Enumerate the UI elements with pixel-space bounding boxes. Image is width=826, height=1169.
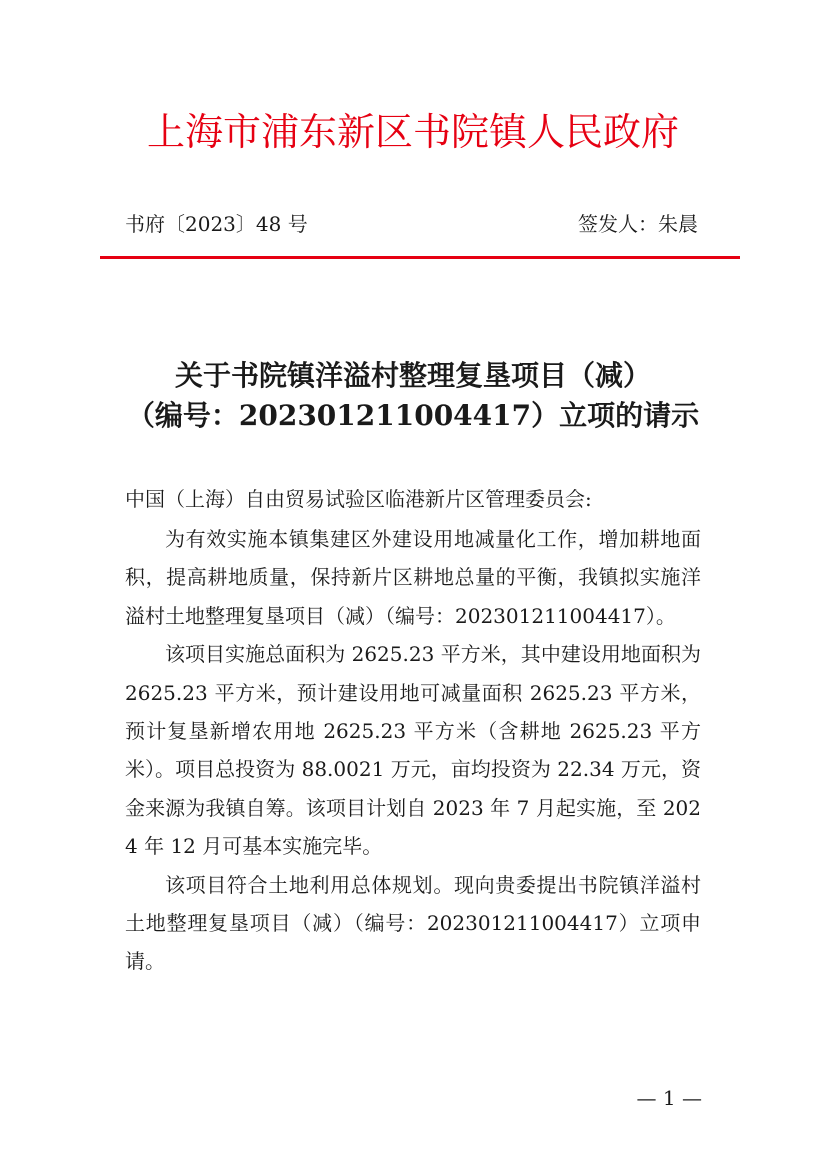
addressee: 中国（上海）自由贸易试验区临港新片区管理委员会: (125, 487, 592, 511)
paragraph-request: 该项目符合土地利用总体规划。现向贵委提出书院镇洋溢村土地整理复垦项目（减）（编号：202301211004417）立项申请。 (125, 872, 701, 974)
issuer-signature: 签发人：朱晨 (578, 212, 698, 236)
body-text (125, 520, 701, 981)
issuing-authority-title: 上海市浦东新区书院镇人民政府 (146, 110, 679, 154)
paragraph-details: 该项目实施总面积为 2625.23 平方米，其中建设用地面积为 2625.23 平方米，预计建设用地可减量面积 2625.23 平方米，预计复垦新增农用地 2625.23 平方米（含耕地 2625.23 平方米）。项目总投资为 88.0021 万元，亩均投资为 22.34 万元，资金来源为我镇自筹。该项目计划自 2023 年 7 月起实施，至 2024 年 12 月可基本实施完毕。 (125, 642, 701, 859)
red-separator-line (100, 256, 740, 259)
title-line-2: （编号：202301211004417）立项的请示 (126, 399, 700, 432)
paragraph-purpose: 为有效实施本镇集建区外建设用地减量化工作，增加耕地面积，提高耕地质量，保持新片区耕地总量的平衡，我镇拟实施洋溢村土地整理复垦项目（减）（编号：202301211004417）。 (125, 527, 701, 628)
title-line-1: 关于书院镇洋溢村整理复垦项目（减） (174, 359, 651, 392)
page-number: — 1 — (636, 1086, 702, 1110)
document-title (0, 356, 826, 436)
document-number: 书府〔2023〕48 号 (125, 212, 308, 236)
